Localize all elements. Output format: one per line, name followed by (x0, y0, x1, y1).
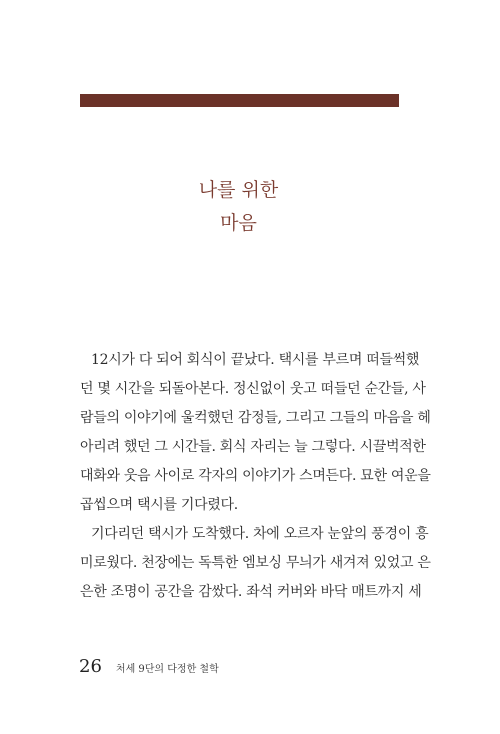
chapter-header-bar (80, 94, 399, 107)
paragraph-2-line: 은한 조명이 공간을 감쌌다. 좌석 커버와 바닥 매트까지 세 (80, 584, 422, 600)
chapter-title (0, 174, 477, 240)
paragraph-2-line: 기다리던 택시가 도착했다. 차에 오르자 눈앞의 풍경이 흥 (91, 526, 429, 542)
paragraph-1-line: 곱씹으며 택시를 기다렸다. (80, 497, 238, 513)
body-text (80, 346, 431, 607)
paragraph-1-line: 대화와 웃음 사이로 각자의 이야기가 스며든다. 묘한 여운을 (80, 468, 431, 484)
running-book-title: 처세 9단의 다정한 철학 (115, 664, 219, 675)
chapter-title-line-2: 마음 (220, 212, 257, 234)
chapter-title-line-1: 나를 위한 (198, 179, 279, 201)
paragraph-1-line: 람들의 이야기에 울컥했던 감정들, 그리고 그들의 마음을 헤 (80, 410, 431, 426)
page-number: 26 (79, 656, 102, 677)
page-footer (79, 656, 219, 680)
paragraph-1-line: 12시가 다 되어 회식이 끝났다. 택시를 부르며 떠들썩했 (91, 352, 420, 368)
paragraph-2-line: 미로웠다. 천장에는 독특한 엠보싱 무늬가 새겨져 있었고 은 (80, 555, 431, 571)
paragraph-1-line: 던 몇 시간을 되돌아본다. 정신없이 웃고 떠들던 순간들, 사 (80, 381, 426, 397)
paragraph-1-line: 아리려 했던 그 시간들. 회식 자리는 늘 그렇다. 시끌벅적한 (80, 439, 426, 455)
